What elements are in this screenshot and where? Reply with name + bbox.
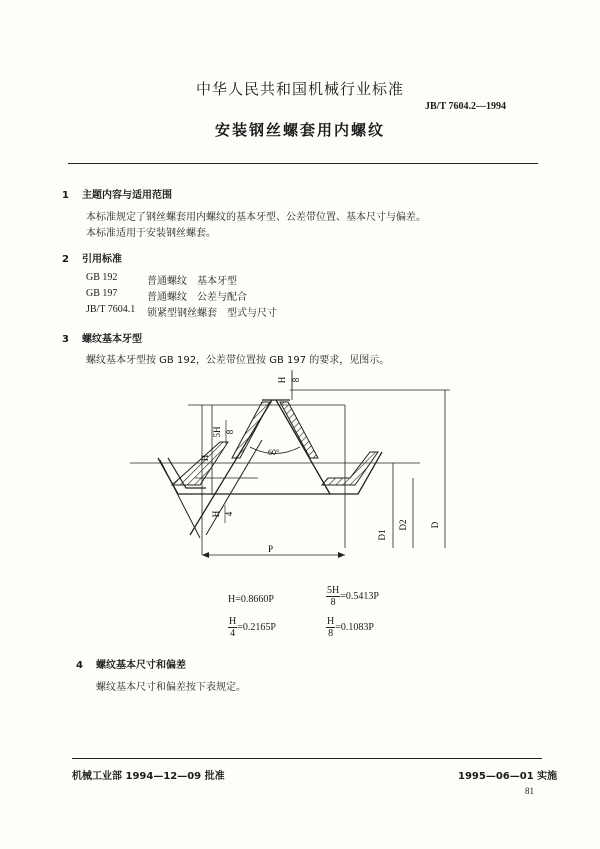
implementation-date: 1995—06—01 实施 [458,771,558,782]
label-h58-num: 5H [212,426,222,438]
page-number: 81 [525,786,534,796]
label-h8-num: H [277,376,287,384]
formula-5H8: $\frac{5H}{8}$ =0.5413P [327,585,379,608]
formula-H4: $\frac{H}{4}$ =0.2165P [229,616,276,639]
paragraph: 螺纹基本尺寸和偏差按下表规定。 [96,682,246,693]
arrow-P-left [202,552,209,558]
section-number: 1 [62,190,69,201]
label-D1: D1 [377,529,387,541]
paragraph: 螺纹基本牙型按 GB 192，公差带位置按 GB 197 的要求，见图示。 [86,355,390,366]
standard-code: JB/T 7604.2—1994 [425,101,506,112]
section-title: 螺纹基本尺寸和偏差 [96,660,186,671]
fraction: $\frac{H}{4}$ [229,616,237,639]
paragraph: 本标准规定了钢丝螺套用内螺纹的基本牙型、公差带位置、基本尺寸与偏差。 [86,212,426,223]
reference-title: 普通螺纹 基本牙型 [147,276,237,287]
section-number: 3 [62,334,69,345]
fraction: $\frac{H}{8}$ [327,616,335,639]
label-angle: 60° [268,448,280,457]
formula-H: H=0.8660P [228,594,274,605]
flank-right-long [276,400,330,494]
label-h8-den: 8 [291,377,301,383]
document-title: 安装钢丝螺套用内螺纹 [214,121,385,139]
label-P: P [268,544,274,554]
label-h: H [200,454,210,462]
reference-code: JB/T 7604.1 [86,304,136,315]
label-h4-den: 4 [224,511,234,517]
reference-code: GB 197 [86,288,118,299]
section-title: 螺纹基本牙型 [82,334,142,345]
label-h4-num: H [211,510,221,518]
section-title: 引用标准 [82,254,122,265]
section-4-heading [76,656,186,671]
standard-category: 中华人民共和国机械行业标准 [195,80,404,98]
hatch-right-root [322,452,378,485]
reference-title: 普通螺纹 公差与配合 [147,292,247,303]
label-h58-den: 8 [225,429,235,435]
section-number: 2 [62,254,69,265]
label-D: D [430,521,440,529]
reference-title: 锁紧型钢丝螺套 型式与尺寸 [147,308,277,319]
hatch-center-flank-left [232,402,270,458]
arrow-P-right [338,552,345,558]
footer-rule [72,758,542,759]
approval-date: 机械工业部 1994—12—09 批准 [72,771,225,782]
fraction: $\frac{5H}{8}$ [327,585,340,608]
paragraph: 本标准适用于安装钢丝螺套。 [86,228,216,239]
section-number: 4 [76,660,83,671]
formula-H8: $\frac{H}{8}$ =0.1083P [327,616,374,639]
section-title: 主题内容与适用范围 [82,190,172,201]
label-D2: D2 [398,519,408,531]
reference-code: GB 192 [86,272,118,283]
hatch-center-flank-right [280,402,318,458]
